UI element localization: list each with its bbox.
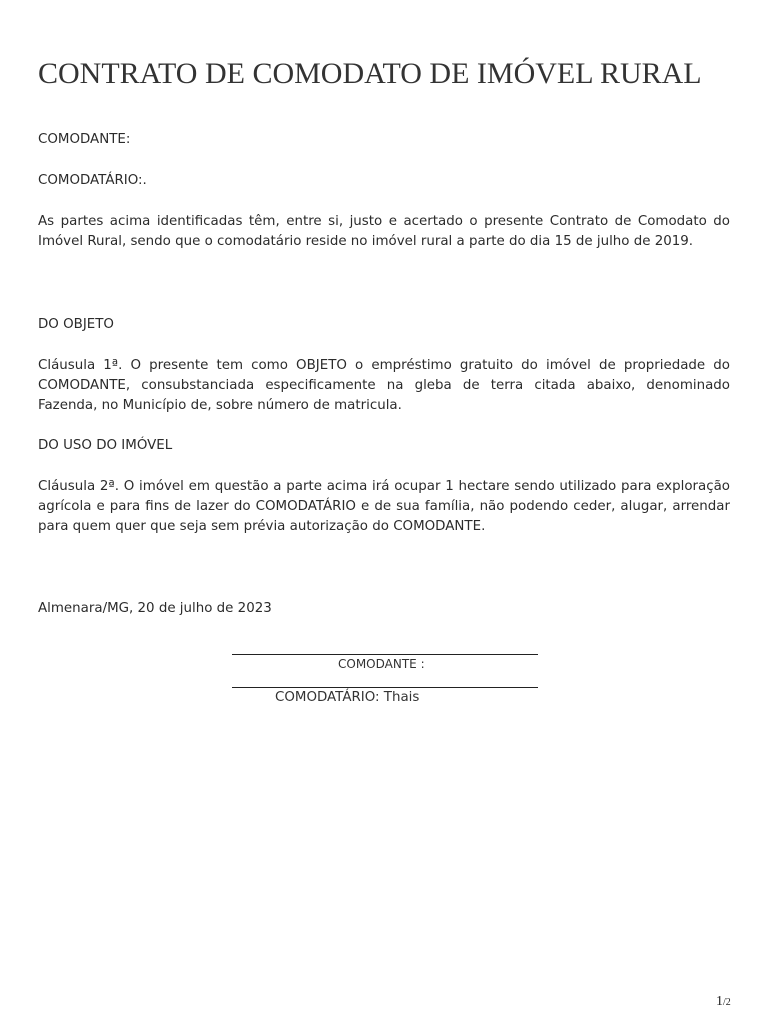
section-heading-objeto: DO OBJETO [38, 317, 114, 332]
page-current: 1 [716, 994, 723, 1009]
section-heading-uso: DO USO DO IMÓVEL [38, 438, 173, 453]
clausula-1-paragraph: Cláusula 1ª. O presente tem como OBJETO o empréstimo gratuito do imóvel de propriedade do COMODANTE, consubstanciada especificamente na gleba de terra citada abaixo, denominado Fazenda, no Município de, sobre número de matricula. [38, 358, 730, 413]
comodatario-label: COMODATÁRIO:. [38, 173, 147, 188]
comodatario-signature-label: COMODATÁRIO: Thais [275, 690, 420, 705]
page-total: /2 [723, 997, 731, 1008]
comodante-signature-line [232, 654, 538, 655]
document-title: CONTRATO DE COMODATO DE IMÓVEL RURAL [38, 57, 702, 90]
place-date: Almenara/MG, 20 de julho de 2023 [38, 601, 272, 616]
page-number [716, 992, 731, 1010]
comodatario-signature-line [232, 687, 538, 688]
clausula-2-paragraph: Cláusula 2ª. O imóvel em questão a parte acima irá ocupar 1 hectare sendo utilizado para exploração agrícola e para fins de lazer do COMODATÁRIO e de sua família, não podendo ceder, alugar, arrendar para quem quer que seja sem prévia autorização do COMODANTE. [38, 479, 730, 534]
intro-paragraph: As partes acima identificadas têm, entre si, justo e acertado o presente Contrato de Comodato do Imóvel Rural, sendo que o comodatário reside no imóvel rural a parte do dia 15 de julho de 2019. [38, 214, 730, 249]
comodante-signature-label: COMODANTE : [338, 657, 425, 671]
comodante-label: COMODANTE: [38, 132, 131, 147]
